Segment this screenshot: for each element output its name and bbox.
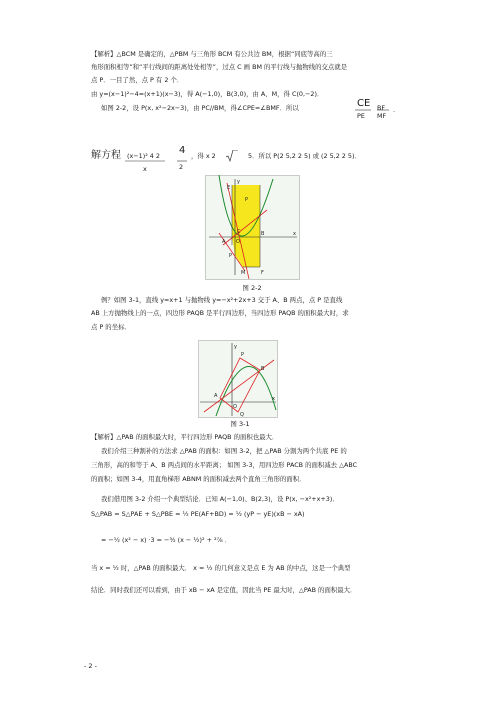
punctuation: . xyxy=(393,106,396,114)
paragraph-line: 点 P．一目了然，点 P 有 2 个． xyxy=(91,76,184,84)
paragraph-line: 我们借用图 3-2 介绍一个典型结论．已知 A(−1,0)、B(2,3)，设 P(x, −x²+x+3)． xyxy=(101,495,339,503)
equation-solution: 5．所以 P(2 5,2 2 5) 或 (2 5,2 2 5)． xyxy=(248,152,361,160)
paragraph-line: 的面积；如图 3-4，用直角梯形 ABNM 的面积减去两个直角三角形的面积． xyxy=(91,475,306,483)
formula-line: S△PAB = S△PAE + S△PBE = ½ PE(AF+BD) = ½ (yP − yE)(xB − xA) xyxy=(91,510,305,518)
figure-label: Q xyxy=(240,412,244,418)
figure-label: x xyxy=(293,231,296,237)
paragraph-line: 【解析】△BCM 是确定的，△PBM 与三角形 BCM 有公共边 BM，根据“同底等高的三 xyxy=(91,50,333,58)
figure-label: B xyxy=(261,366,265,372)
paragraph-line: 角形面积相等”和“平行线间的距离处处相等”，过点 C 画 BM 的平行线与抛物线的交点就是 xyxy=(91,63,348,71)
figure-caption: 图 3-1 xyxy=(230,420,250,428)
fraction-bars xyxy=(355,109,395,111)
paragraph-line: 如图 2-2，设 P(x, x²−2x−3)，由 PC//BM，得∠CPE=∠BMF．所以 xyxy=(101,104,299,112)
paragraph-line: 点 P 的坐标． xyxy=(91,323,131,331)
figure-label: y xyxy=(234,344,237,350)
equation-bars xyxy=(125,160,195,162)
equation-result: ，得 x 2 xyxy=(191,152,216,160)
figure-label: A xyxy=(214,393,218,399)
paragraph-line: 由 y=(x−1)²−4=(x+1)(x−3)，得 A(−1,0)，B(3,0)，由 A、M，得 C(0,−2)． xyxy=(91,90,324,98)
formula-line: = −½ (x² − x) ·3 = −³⁄₂ (x − ½)² + ²⁷⁄₈ ． xyxy=(101,536,232,544)
paragraph-line: 我们介绍三种割补的方法求 △PAB 的面积：如图 3-2，把 △PAB 分割为两个共底 PE 的 xyxy=(101,447,347,455)
equation-denominator: x xyxy=(143,165,147,173)
fraction-numerator: CE xyxy=(357,98,371,109)
paragraph-line: 三角形，高的和等于 A、B 两点间的水平距离； 如图 3-3，用四边形 PACB 的面积减去 △ABC xyxy=(91,461,358,469)
figure-label: B xyxy=(261,231,265,237)
figure-label: P xyxy=(241,352,245,358)
equation-numerator: (x−1)² 4 2 xyxy=(127,152,160,160)
figure-label: O xyxy=(236,239,240,245)
figure-caption: 图 2-2 xyxy=(242,284,262,292)
figure-label: x xyxy=(272,396,275,402)
paragraph-line: 例？如图 3-1，直线 y=x+1 与抛物线 y=−x²+2x+3 交于 A、B 两点，点 P 是直线 xyxy=(101,296,343,304)
paragraph-line: 【解析】△PAB 的面积最大时，平行四边形 PAQB 的面积也最大． xyxy=(91,433,279,441)
page-number: - 2 - xyxy=(84,662,97,670)
figure-label: P xyxy=(229,253,233,259)
figure-label: C xyxy=(237,229,241,235)
equation-denominator: 2 xyxy=(179,163,184,171)
equation-numerator: 4 xyxy=(179,145,186,156)
paragraph-line: AB 上方抛物线上的一点，四边形 PAQB 是平行四边形，当四边形 PAQB 的面积最大时，求 xyxy=(91,309,349,317)
figure-label: M xyxy=(241,270,246,276)
figure-label: y xyxy=(237,179,240,185)
paragraph-line: 当 x = ½ 时，△PAB 的面积最大． x = ½ 的几何意义是点 E 为 AB 的中点，这是一个典型 xyxy=(91,564,351,572)
figure-label: P xyxy=(245,197,249,203)
fraction-numerator: BF xyxy=(377,104,386,112)
sqrt-symbol xyxy=(226,150,238,162)
figure-2-2 xyxy=(205,175,300,280)
fraction-denominator: PE xyxy=(357,112,365,120)
figure-label: A xyxy=(222,239,226,245)
paragraph-line: 结论．同时我们还可以看到，由于 xB − xA 是定值，因此当 PE 最大时，△PAB 的面积最大． xyxy=(91,586,357,594)
figure-label: E xyxy=(227,185,231,191)
figure-label: O xyxy=(233,404,237,410)
fraction-denominator: MF xyxy=(377,112,387,120)
figure-label: F xyxy=(261,270,264,276)
equation-label: 解方程 xyxy=(91,150,121,161)
figure-3-1 xyxy=(198,340,278,418)
